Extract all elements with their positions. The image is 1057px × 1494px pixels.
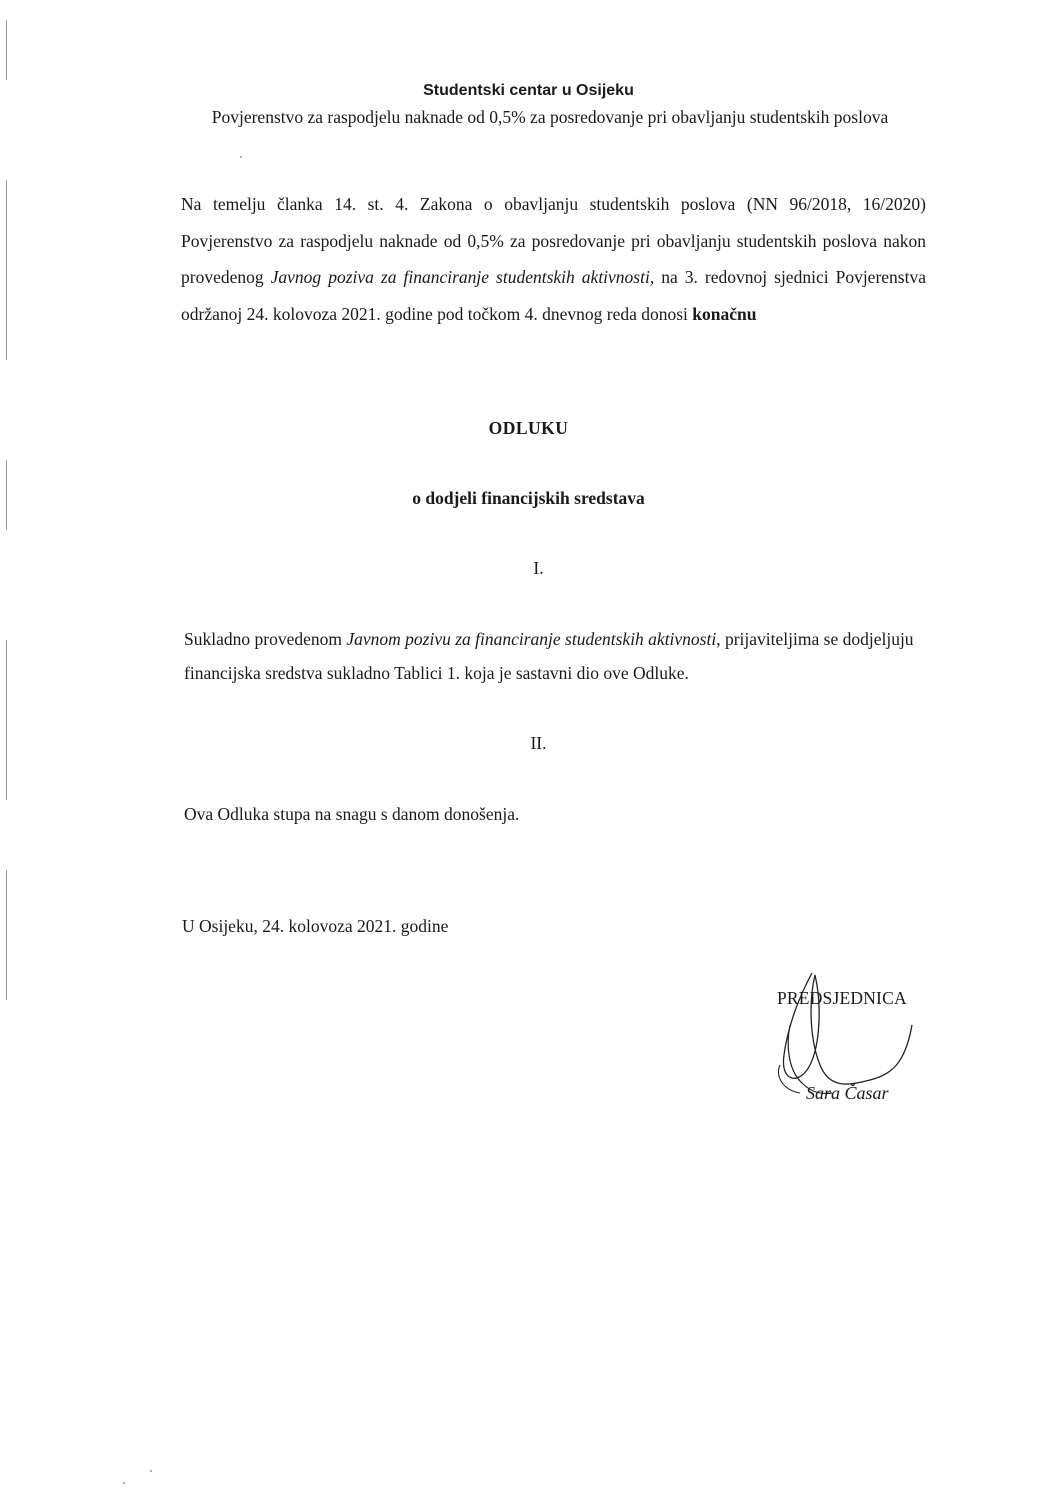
section-1-text: Sukladno provedenom — [184, 629, 347, 649]
scan-edge-mark — [6, 640, 7, 800]
signatory-name: Sara Časar — [806, 1083, 889, 1103]
committee-name: Povjerenstvo za raspodjelu naknade od 0,5% za posredovanje pri obavljanju studentskih poslova — [211, 107, 889, 127]
section-1-paragraph — [184, 622, 929, 690]
scan-speck — [123, 1482, 125, 1484]
institution-name: Studentski centar u Osijeku — [423, 82, 634, 99]
call-title: Javnog poziva za financiranje studentskih aktivnosti, — [270, 267, 655, 287]
section-1-call-title: Javnom pozivu za financiranje studentskih aktivnosti — [346, 629, 717, 649]
place-and-date: U Osijeku, 24. kolovoza 2021. godine — [182, 916, 449, 936]
scan-speck — [240, 156, 242, 158]
final-word: konačnu — [692, 303, 757, 324]
scan-edge-mark — [6, 870, 7, 1000]
preamble-paragraph — [181, 186, 926, 332]
scan-edge-mark — [6, 20, 7, 80]
section-number-1: I. — [533, 558, 544, 578]
scan-edge-mark — [6, 180, 7, 360]
section-number-2: II. — [530, 733, 547, 753]
section-1-text-continued: , prijaviteljima se dodjeljuju financijska sredstva sukladno Tablici 1. koja je sastavni dio ove Odluke. — [184, 629, 914, 683]
preamble-text-continued: na 3. redovnoj sjednici Povjerenstva održanoj 24. kolovoza 2021. godine pod točkom 4. dnevnog reda donosi — [181, 267, 926, 324]
decision-subtitle: o dodjeli financijskih sredstava — [412, 488, 645, 508]
scan-speck — [150, 1470, 152, 1472]
preamble-text: Na temelju članka 14. st. 4. Zakona o obavljanju studentskih poslova (NN 96/2018, 16/2020) Povjerenstvo za raspodjelu naknade od 0,5% za posredovanje pri obavljanju studentskih poslova nakon provedenog — [181, 194, 926, 287]
signatory-title: PREDSJEDNICA — [777, 988, 907, 1008]
decision-title: ODLUKU — [488, 418, 569, 438]
section-2-paragraph: Ova Odluka stupa na snagu s danom donošenja. — [184, 804, 520, 824]
